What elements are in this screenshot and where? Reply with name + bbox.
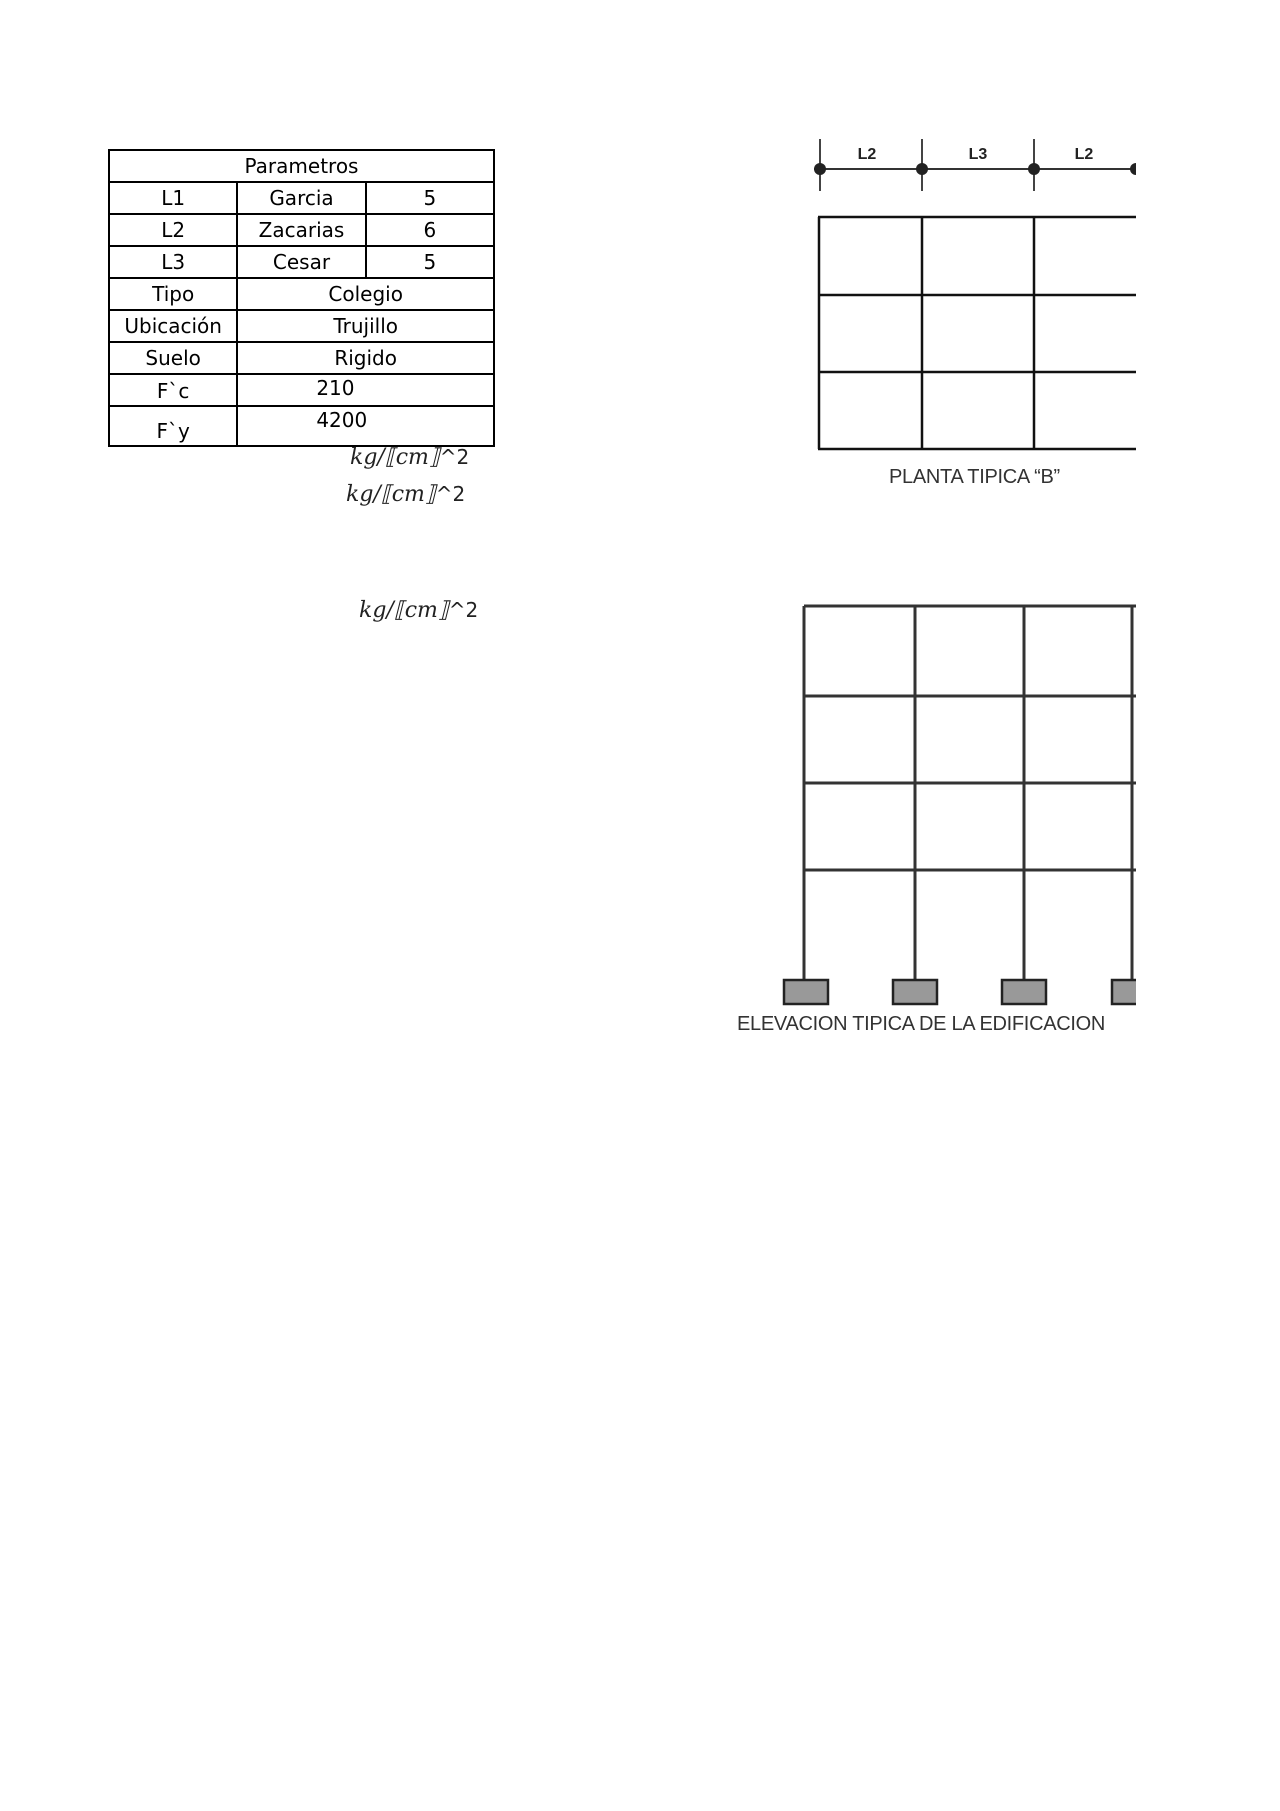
table-title: Parametros: [109, 150, 494, 182]
plan-grid: [818, 217, 1136, 449]
dimension-node: [1130, 163, 1136, 175]
table-row: [109, 246, 494, 278]
table-row: [109, 342, 494, 374]
fc-label: F`c: [109, 374, 237, 406]
table-row: [109, 278, 494, 310]
footing: [1002, 980, 1046, 1004]
elevation-frame: [804, 606, 1136, 980]
row-value: 6: [366, 214, 494, 246]
row-label: L1: [109, 182, 237, 214]
extra-unit: kg/⟦cm⟧^2: [359, 598, 479, 623]
row-label: L2: [109, 214, 237, 246]
footing: [784, 980, 828, 1004]
fy-label: F`y: [109, 406, 237, 446]
footing: [1112, 980, 1136, 1004]
ubicacion-value: Trujillo: [237, 310, 494, 342]
ubicacion-label: Ubicación: [109, 310, 237, 342]
elevation-drawing: [780, 600, 1136, 1010]
row-name: Zacarias: [237, 214, 365, 246]
row-value: 5: [366, 182, 494, 214]
dimension-node: [1028, 163, 1040, 175]
table-row: [109, 214, 494, 246]
span-label: L2: [857, 146, 877, 163]
span-label: L3: [968, 146, 988, 163]
elevation-caption: ELEVACION TIPICA DE LA EDIFICACION: [737, 1013, 1106, 1035]
row-name: Cesar: [237, 246, 365, 278]
suelo-label: Suelo: [109, 342, 237, 374]
fc-unit: kg/⟦cm⟧^2: [350, 445, 470, 470]
parameters-table: [108, 149, 495, 447]
table-row: [109, 182, 494, 214]
fc-value: 210: [237, 374, 494, 406]
fy-unit: kg/⟦cm⟧^2: [346, 482, 466, 507]
dimension-node: [814, 163, 826, 175]
footing: [893, 980, 937, 1004]
tipo-value: Colegio: [237, 278, 494, 310]
row-name: Garcia: [237, 182, 365, 214]
table-row: [109, 406, 494, 446]
span-label: L2: [1074, 146, 1094, 163]
plan-caption: PLANTA TIPICA “B”: [889, 466, 1060, 488]
plan-drawing: [800, 135, 1136, 455]
table-row: [109, 310, 494, 342]
fy-value: 4200: [237, 406, 494, 446]
dimension-node: [916, 163, 928, 175]
suelo-value: Rigido: [237, 342, 494, 374]
tipo-label: Tipo: [109, 278, 237, 310]
row-label: L3: [109, 246, 237, 278]
table-row: [109, 374, 494, 406]
row-value: 5: [366, 246, 494, 278]
